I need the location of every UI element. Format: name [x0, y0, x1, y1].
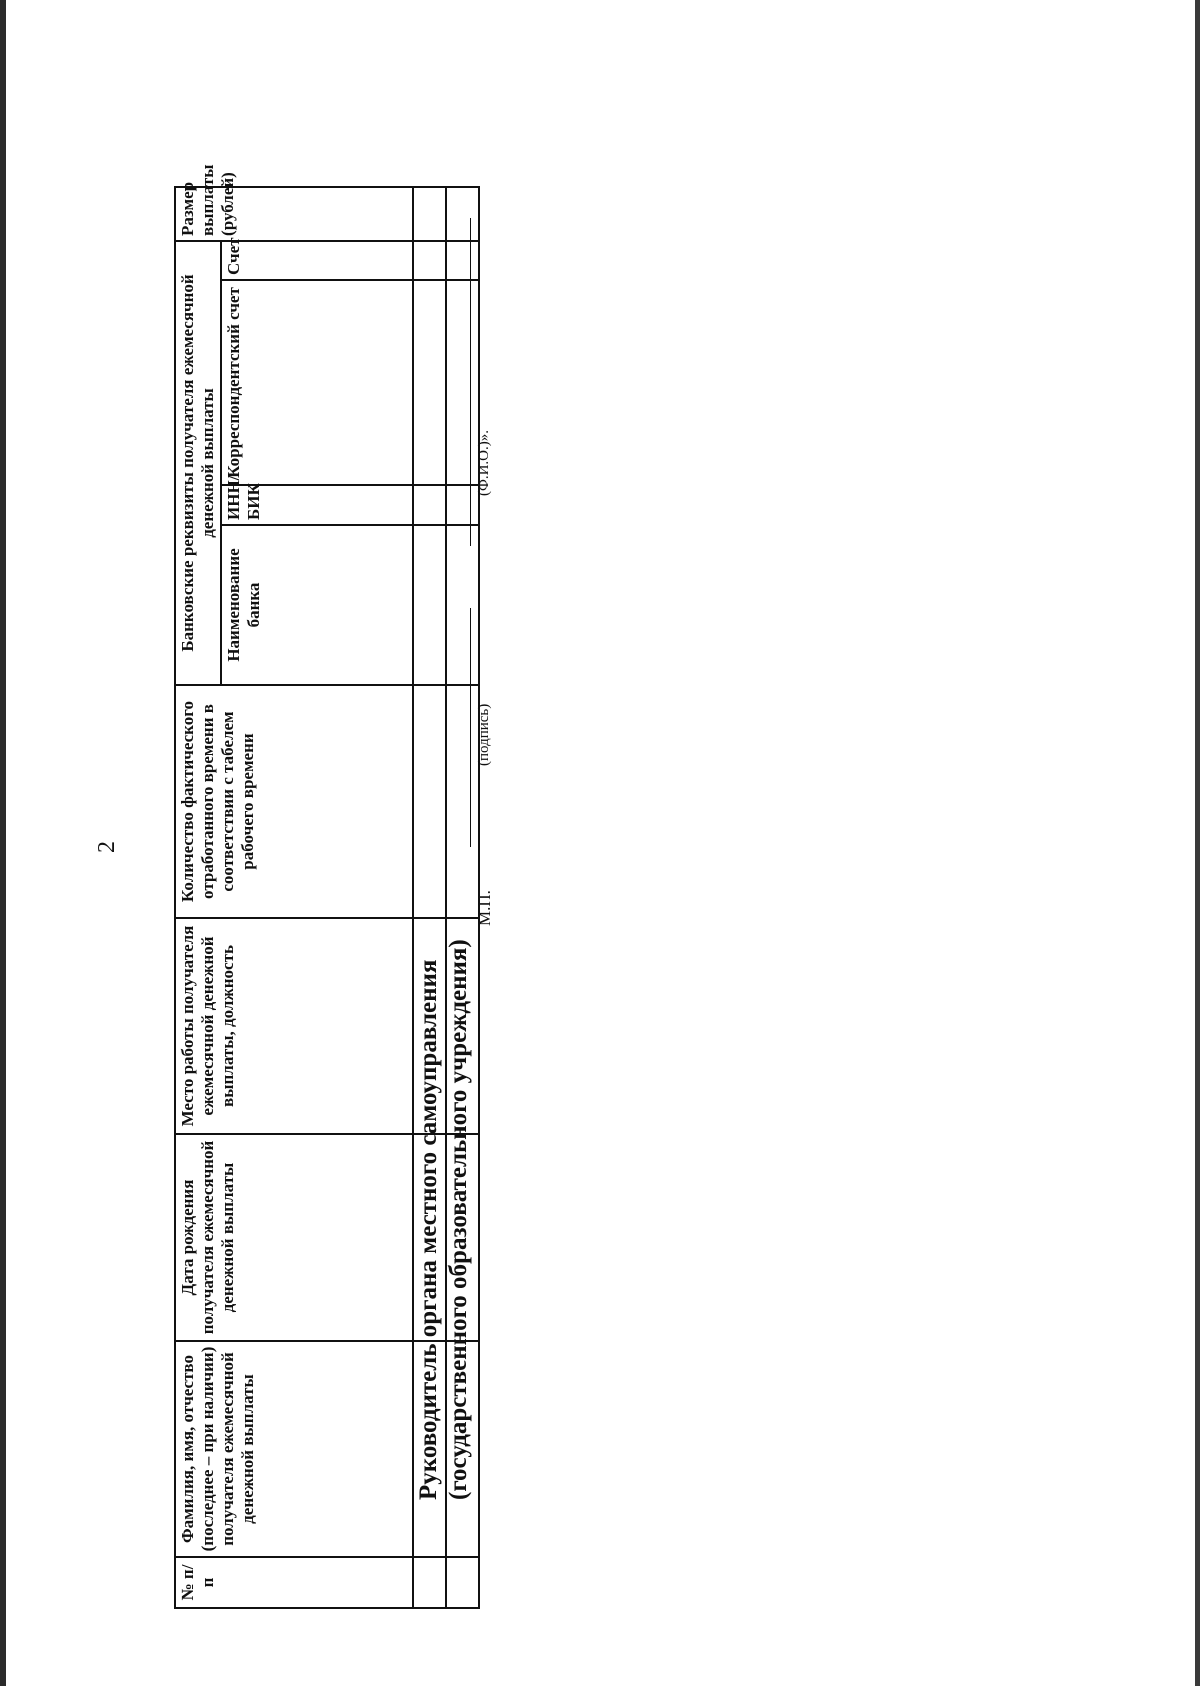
table-cell — [413, 1557, 446, 1608]
header-num: № п/п — [175, 1557, 413, 1608]
header-birth-date: Дата рождения получателя ежемесячной денежной выплаты — [175, 1134, 413, 1341]
header-workplace: Место работы получателя ежемесячной денежной выплаты, должность — [175, 918, 413, 1134]
signature-line — [470, 608, 471, 847]
signatory-title-line2: (государственного образовательного учреждения) — [445, 939, 472, 1500]
signatory-title — [414, 939, 474, 1500]
table-cell — [446, 241, 479, 280]
fio-line — [470, 218, 471, 546]
signature-caption: (подпись) — [476, 703, 492, 766]
header-amount: Размер выплаты (рублей) — [175, 187, 413, 241]
table-cell — [413, 241, 446, 280]
header-fio: Фамилия, имя, отчество (последнее – при наличии) получателя ежемесячной денежной выплаты — [175, 1341, 413, 1557]
table-cell — [446, 525, 479, 685]
table-cell — [446, 685, 479, 918]
page-number: 2 — [94, 841, 120, 853]
table-cell — [446, 187, 479, 241]
table-header-row — [175, 187, 221, 1608]
table-cell — [446, 485, 479, 525]
fio-caption: (Ф.И.О.)». — [476, 429, 492, 496]
signatory-title-line1: Руководитель органа местного самоуправления — [415, 959, 442, 1500]
stamp-place-label: М.П. — [475, 890, 494, 926]
header-worked-time: Количество фактического отработанного времени в соответствии с табелем рабочего времени — [175, 685, 413, 918]
table-cell — [446, 280, 479, 485]
table-cell — [446, 1557, 479, 1608]
table-cell — [413, 485, 446, 525]
table-cell — [413, 280, 446, 485]
table-cell — [413, 187, 446, 241]
header-bank-details: Банковские реквизиты получателя ежемесячной денежной выплаты — [175, 241, 221, 685]
header-inn-bik: ИНН/ БИК — [221, 485, 413, 525]
table-cell — [413, 685, 446, 918]
header-corr-account: Корреспондентский счет — [221, 280, 413, 485]
header-account: Счет — [221, 241, 413, 280]
header-bank-name: Наименование банка — [221, 525, 413, 685]
table-cell — [413, 525, 446, 685]
